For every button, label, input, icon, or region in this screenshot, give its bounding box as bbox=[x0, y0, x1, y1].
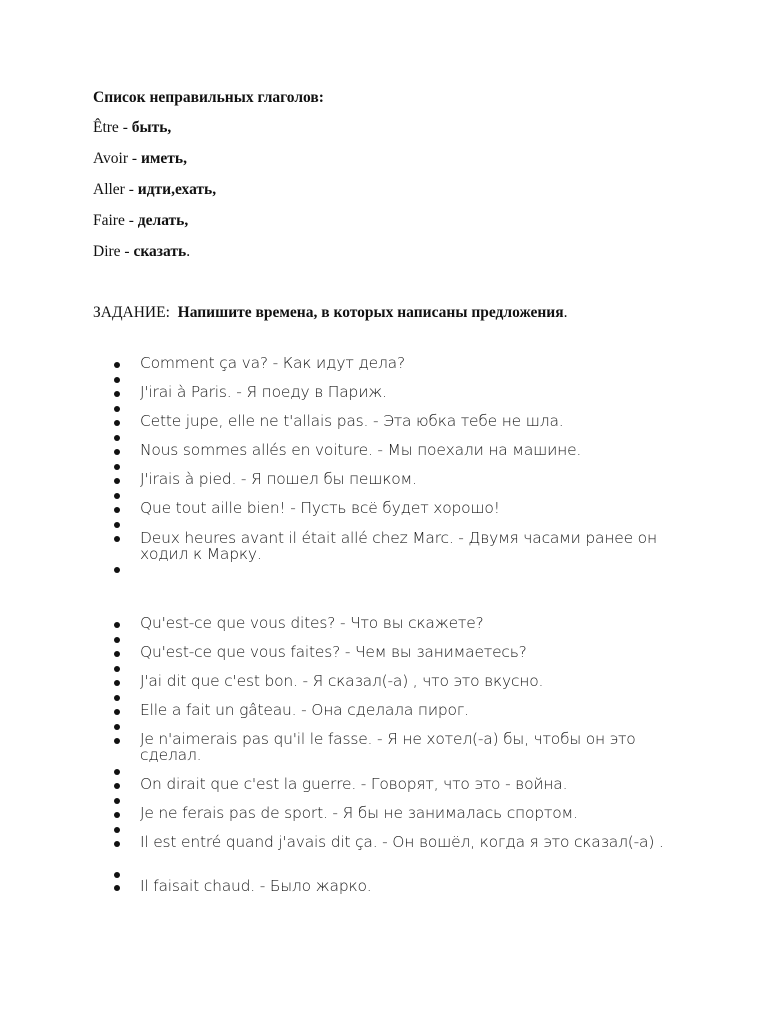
verb-french: Faire bbox=[93, 212, 125, 229]
bullet bbox=[114, 695, 120, 701]
bullet bbox=[114, 738, 120, 744]
verb-entry bbox=[93, 150, 187, 168]
bullet bbox=[114, 680, 120, 686]
list-item: Deux heures avant il était allé chez Marc. - Двумя часами ранее он ходил к Марку. bbox=[140, 529, 657, 563]
verb-entry bbox=[93, 212, 188, 230]
bullet bbox=[114, 872, 120, 878]
list-item: Elle a fait un gâteau. - Она сделала пирог. bbox=[140, 701, 469, 719]
verb-russian: идти,ехать bbox=[137, 181, 213, 198]
verb-separator: - bbox=[120, 243, 134, 260]
verb-entry bbox=[93, 181, 216, 199]
list-item: Je ne ferais pas de sport. - Я бы не занималась спортом. bbox=[140, 804, 578, 822]
bullet bbox=[114, 637, 120, 643]
verb-russian: делать bbox=[137, 212, 185, 229]
bullet bbox=[114, 536, 120, 542]
bullet bbox=[114, 651, 120, 657]
verb-separator: - bbox=[124, 181, 138, 198]
bullet bbox=[114, 769, 120, 775]
bullet bbox=[114, 449, 120, 455]
bullet bbox=[114, 885, 120, 891]
task-text: Напишите времена, в которых написаны предложения bbox=[177, 304, 564, 321]
verb-punct: , bbox=[184, 212, 189, 229]
list-item: J'ai dit que c'est bon. - Я сказал(-а) , что это вкусно. bbox=[140, 672, 544, 690]
bullet bbox=[114, 435, 120, 441]
list-item: Comment ça va? - Как идут дела? bbox=[140, 354, 406, 372]
bullet bbox=[114, 420, 120, 426]
list-item: J'irais à pied. - Я пошел бы пешком. bbox=[140, 470, 417, 488]
bullet bbox=[114, 724, 120, 730]
bullet bbox=[114, 709, 120, 715]
bullet bbox=[114, 391, 120, 397]
verb-separator: - bbox=[118, 119, 132, 136]
bullet bbox=[114, 507, 120, 513]
bullet bbox=[114, 406, 120, 412]
bullet bbox=[114, 464, 120, 470]
list-item: Nous sommes allés en voiture. - Мы поехали на машине. bbox=[140, 441, 582, 459]
bullet bbox=[114, 812, 120, 818]
bullet bbox=[114, 377, 120, 383]
bullet bbox=[114, 798, 120, 804]
verb-separator: - bbox=[124, 212, 138, 229]
verb-russian: иметь bbox=[140, 150, 184, 167]
verb-french: Avoir bbox=[93, 150, 129, 167]
list-item: Il est entré quand j'avais dit ça. - Он вошёл, когда я это сказал(-а) . bbox=[140, 833, 664, 851]
list-item: Qu'est-ce que vous faites? - Чем вы занимаетесь? bbox=[140, 643, 527, 661]
verb-punct: . bbox=[186, 243, 191, 260]
page-title: Список неправильных глаголов: bbox=[93, 89, 324, 106]
list-item: Qu'est-ce que vous dites? - Что вы скажете? bbox=[140, 614, 484, 632]
verb-french: Être bbox=[93, 119, 119, 136]
list-item: On dirait que c'est la guerre. - Говорят, что это - война. bbox=[140, 775, 568, 793]
verb-punct: , bbox=[183, 150, 187, 167]
bullet bbox=[114, 666, 120, 672]
verb-russian: сказать bbox=[133, 243, 187, 260]
verb-separator: - bbox=[128, 150, 141, 167]
verb-punct: , bbox=[212, 181, 217, 198]
bullet bbox=[114, 362, 120, 368]
list-item: J'irai à Paris. - Я поеду в Париж. bbox=[140, 383, 387, 401]
verb-french: Dire bbox=[93, 243, 121, 260]
verb-punct: , bbox=[167, 119, 172, 136]
verb-entry bbox=[93, 119, 171, 137]
list-item: Que tout aille bien! - Пусть всё будет хорошо! bbox=[140, 499, 500, 517]
task-instruction bbox=[93, 304, 567, 322]
task-punct: . bbox=[563, 304, 568, 321]
bullet bbox=[114, 478, 120, 484]
bullet bbox=[114, 827, 120, 833]
bullet bbox=[114, 783, 120, 789]
list-item: Je n'aimerais pas qu'il le fasse. - Я не хотел(-а) бы, чтобы он это сделал. bbox=[140, 730, 636, 764]
verb-entry bbox=[93, 243, 190, 261]
task-label: ЗАДАНИЕ: bbox=[93, 304, 170, 321]
verb-french: Aller bbox=[93, 181, 125, 198]
bullet bbox=[114, 493, 120, 499]
bullet bbox=[114, 522, 120, 528]
list-item: Cette jupe, elle ne t'allais pas. - Эта юбка тебе не шла. bbox=[140, 412, 564, 430]
bullet bbox=[114, 622, 120, 628]
list-item: Il faisait chaud. - Было жарко. bbox=[140, 877, 372, 895]
bullet bbox=[114, 567, 120, 573]
verb-russian: быть bbox=[131, 119, 168, 136]
bullet bbox=[114, 841, 120, 847]
